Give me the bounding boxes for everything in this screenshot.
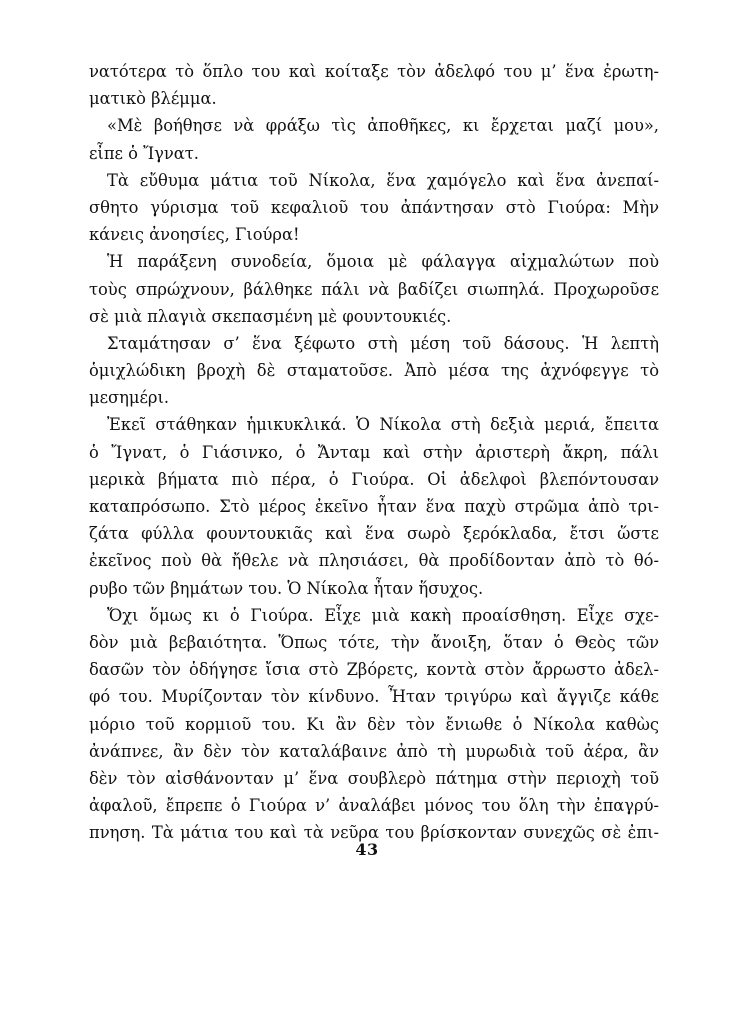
text-line: δὲν τὸν αἰσθάνονταν μ’ ἕνα σουβλερὸ πάτημα στὴν περιοχὴ τοῦ — [89, 768, 659, 788]
page-number: 43 — [355, 840, 379, 859]
text-line: τοὺς σπρώχνουν, βάλθηκε πάλι νὰ βαδίζει σιωπηλά. Προχωροῦσε — [89, 279, 659, 299]
text-line: ρυβο τῶν βημάτων του. Ὁ Νίκολα ἦταν ἥσυχος. — [89, 578, 484, 598]
text-line: νατότερα τὸ ὅπλο του καὶ κοίταξε τὸν ἀδελφό του μ’ ἕνα ἐρωτη- — [89, 62, 659, 81]
text-line: δασῶν τὸν ὁδήγησε ἴσια στὸ Ζβόρετς, κοντὰ στὸν ἄρρωστο ἀδελ- — [89, 660, 659, 680]
text-line: ὁμιχλώδικη βροχὴ δὲ σταματοῦσε. Ἀπὸ μέσα της ἀχνόφεγγε τὸ — [89, 361, 659, 381]
text-line: Ἐκεῖ στάθηκαν ἡμικυκλικά. Ὁ Νίκολα στὴ δεξιὰ μεριά, ἔπειτα — [107, 415, 659, 435]
text-line: δὸν μιὰ βεβαιότητα. Ὅπως τότε, τὴν ἄνοιξη, ὅταν ὁ Θεὸς τῶν — [89, 632, 659, 652]
text-line: Ἡ παράξενη συνοδεία, ὅμοια μὲ φάλαγγα αἰχμαλώτων ποὺ — [107, 252, 659, 272]
text-line: ἐκεῖνος ποὺ θὰ ἤθελε νὰ πλησιάσει, θὰ προδίδονταν ἀπὸ τὸ θό- — [89, 551, 659, 571]
text-line: μόριο τοῦ κορμιοῦ του. Κι ἂν δὲν τὸν ἔνιωθε ὁ Νίκολα καθὼς — [89, 714, 659, 734]
text-line: σὲ μιὰ πλαγιὰ σκεπασμένη μὲ φουντουκιές. — [89, 306, 452, 326]
text-line: Τὰ εὔθυμα μάτια τοῦ Νίκολα, ἕνα χαμόγελο καὶ ἕνα ἀνεπαί- — [107, 170, 659, 190]
text-line: καταπρόσωπο. Στὸ μέρος ἐκεῖνο ἦταν ἕνα παχὺ στρῶμα ἀπὸ τρι- — [89, 497, 659, 516]
text-line: ἀνάπνεε, ἂν δὲν τὸν καταλάβαινε ἀπὸ τὴ μυρωδιὰ τοῦ ἀέρα, ἂν — [89, 741, 659, 761]
text-line: πνηση. Τὰ μάτια του καὶ τὰ νεῦρα του βρίσκονταν συνεχῶς σὲ ἐπι- — [89, 823, 659, 843]
text-line: εἶπε ὁ Ἴγνατ. — [89, 143, 199, 163]
text-line: «Μὲ βοήθησε νὰ φράξω τὶς ἀποθῆκες, κι ἔρχεται μαζί μου», — [107, 116, 659, 136]
text-line: φό του. Μυρίζονταν τὸν κίνδυνο. Ἦταν τριγύρω καὶ ἄγγιζε κάθε — [89, 687, 659, 707]
text-line: μερικὰ βήματα πιὸ πέρα, ὁ Γιούρα. Οἱ ἀδελφοὶ βλεπόντουσαν — [89, 469, 659, 489]
page-text — [89, 58, 659, 846]
text-line: σθητο γύρισμα τοῦ κεφαλιοῦ του ἀπάντησαν στὸ Γιούρα: Μὴν — [89, 197, 659, 217]
text-line: ἀφαλοῦ, ἔπρεπε ὁ Γιούρα ν’ ἀναλάβει μόνος του ὅλη τὴν ἐπαγρύ- — [89, 796, 659, 816]
text-line: ζάτα φύλλα φουντουκιᾶς καὶ ἕνα σωρὸ ξερόκλαδα, ἔτσι ὥστε — [89, 524, 659, 544]
text-line: μεσημέρι. — [89, 388, 170, 408]
text-line: Σταμάτησαν σ’ ἕνα ξέφωτο στὴ μέση τοῦ δάσους. Ἡ λεπτὴ — [107, 333, 659, 353]
text-line: κάνεις ἀνοησίες, Γιούρα! — [89, 225, 300, 245]
text-line: Ὄχι ὅμως κι ὁ Γιούρα. Εἶχε μιὰ κακὴ προαίσθηση. Εἶχε σχε- — [107, 605, 659, 625]
text-line: ματικὸ βλέμμα. — [89, 89, 217, 109]
text-line: ὁ Ἴγνατ, ὁ Γιάσινκο, ὁ Ἄνταμ καὶ στὴν ἀριστερὴ ἄκρη, πάλι — [89, 442, 659, 462]
